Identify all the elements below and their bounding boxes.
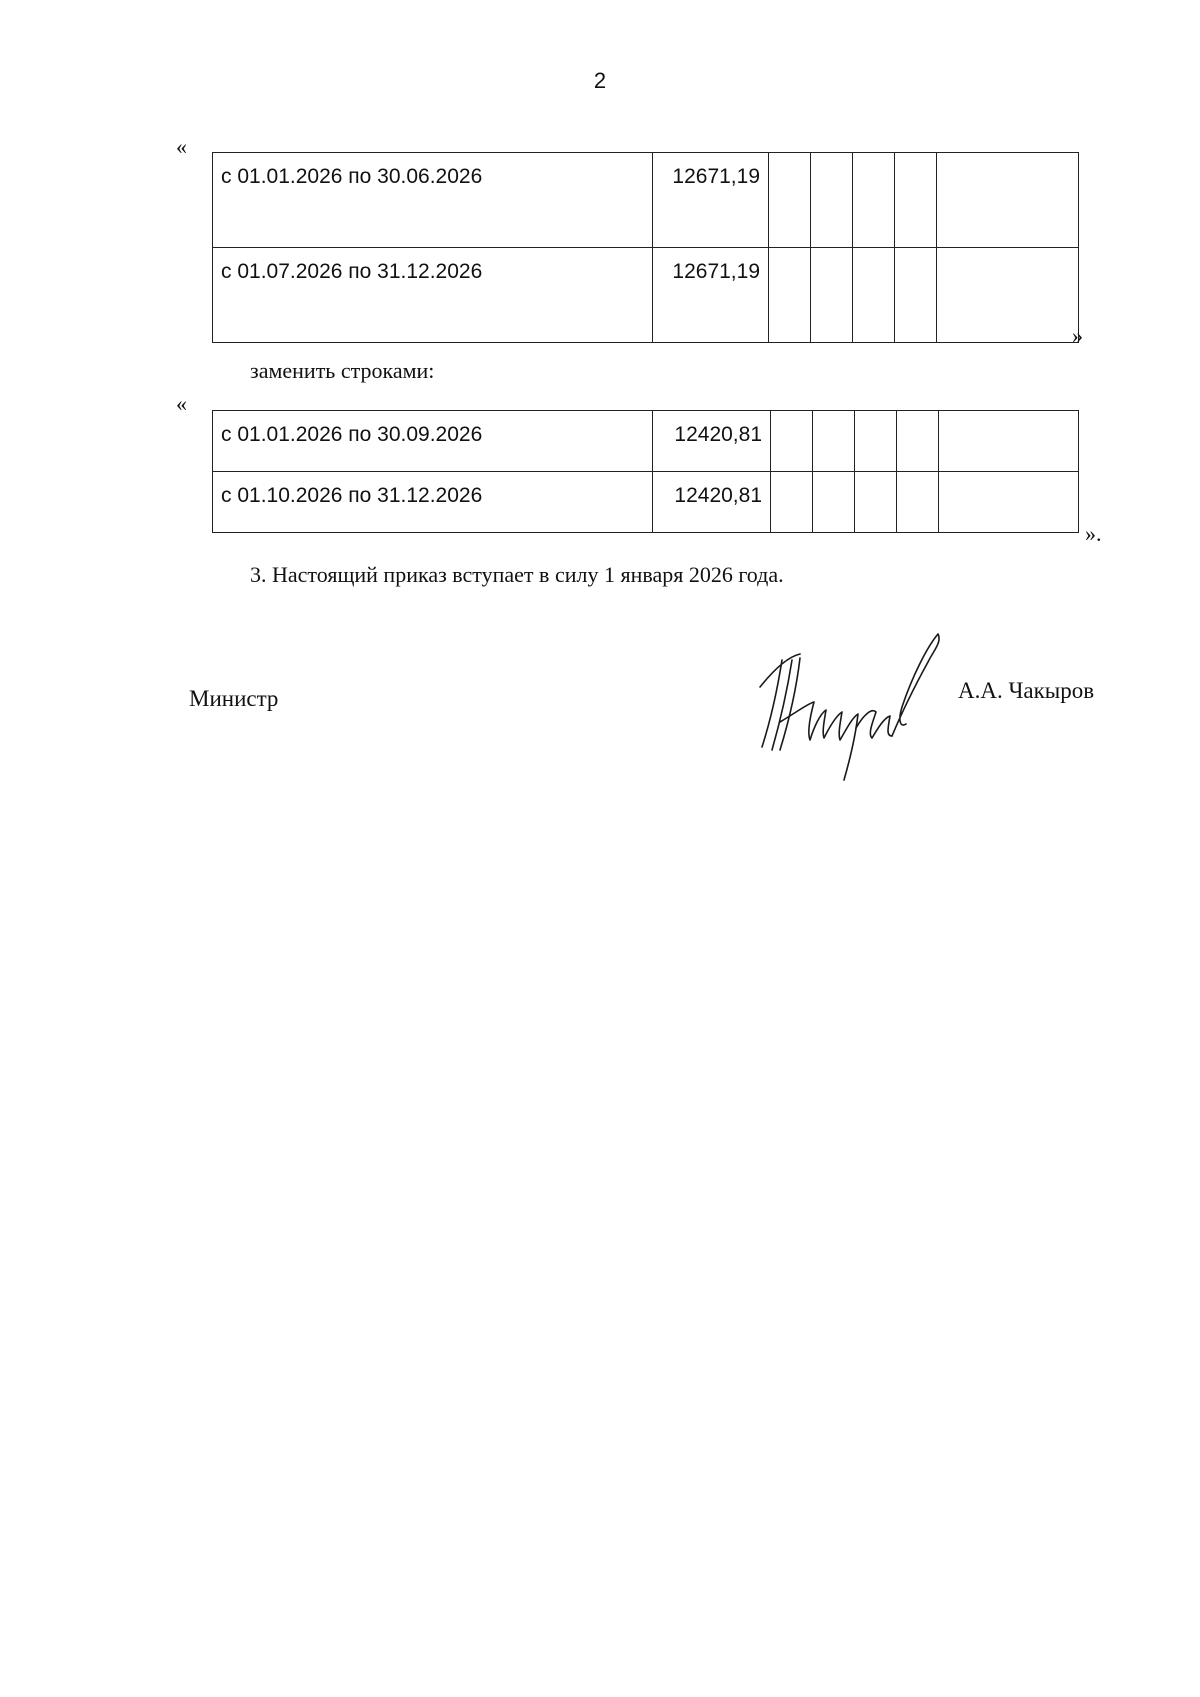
empty-cell [937, 153, 1079, 248]
table-row [213, 153, 1079, 248]
empty-cell [937, 248, 1079, 343]
period-cell: с 01.10.2026 по 31.12.2026 [213, 472, 653, 533]
handwritten-signature [752, 632, 952, 782]
table-row [213, 248, 1079, 343]
empty-cell [771, 411, 813, 472]
signatory-name: А.А. Чакыров [958, 678, 1095, 703]
value-cell: 12671,19 [653, 248, 769, 343]
empty-cell [895, 248, 937, 343]
empty-cell [939, 472, 1079, 533]
close-quote-2: ». [1085, 521, 1102, 546]
period-cell: с 01.01.2026 по 30.09.2026 [213, 411, 653, 472]
original-rows-table [212, 152, 1079, 343]
empty-cell [897, 472, 939, 533]
value-cell: 12420,81 [653, 411, 771, 472]
page-number: 2 [593, 68, 607, 93]
empty-cell [895, 153, 937, 248]
replacement-rows-table [212, 410, 1079, 533]
empty-cell [939, 411, 1079, 472]
empty-cell [853, 153, 895, 248]
value-cell: 12671,19 [653, 153, 769, 248]
replace-instruction: заменить строками: [250, 358, 435, 383]
empty-cell [811, 153, 853, 248]
empty-cell [855, 411, 897, 472]
signatory-position: Министр [189, 686, 279, 711]
period-cell: с 01.07.2026 по 31.12.2026 [213, 248, 653, 343]
open-quote-1: « [176, 134, 187, 159]
empty-cell [771, 472, 813, 533]
period-cell: с 01.01.2026 по 30.06.2026 [213, 153, 653, 248]
table-row [213, 411, 1079, 472]
empty-cell [811, 248, 853, 343]
value-cell: 12420,81 [653, 472, 771, 533]
table-row [213, 472, 1079, 533]
empty-cell [853, 248, 895, 343]
close-quote-1: » [1072, 323, 1083, 348]
empty-cell [769, 153, 811, 248]
empty-cell [897, 411, 939, 472]
empty-cell [855, 472, 897, 533]
empty-cell [769, 248, 811, 343]
empty-cell [813, 472, 855, 533]
clause-3: 3. Настоящий приказ вступает в силу 1 января 2026 года. [250, 562, 784, 587]
empty-cell [813, 411, 855, 472]
open-quote-2: « [176, 391, 187, 416]
